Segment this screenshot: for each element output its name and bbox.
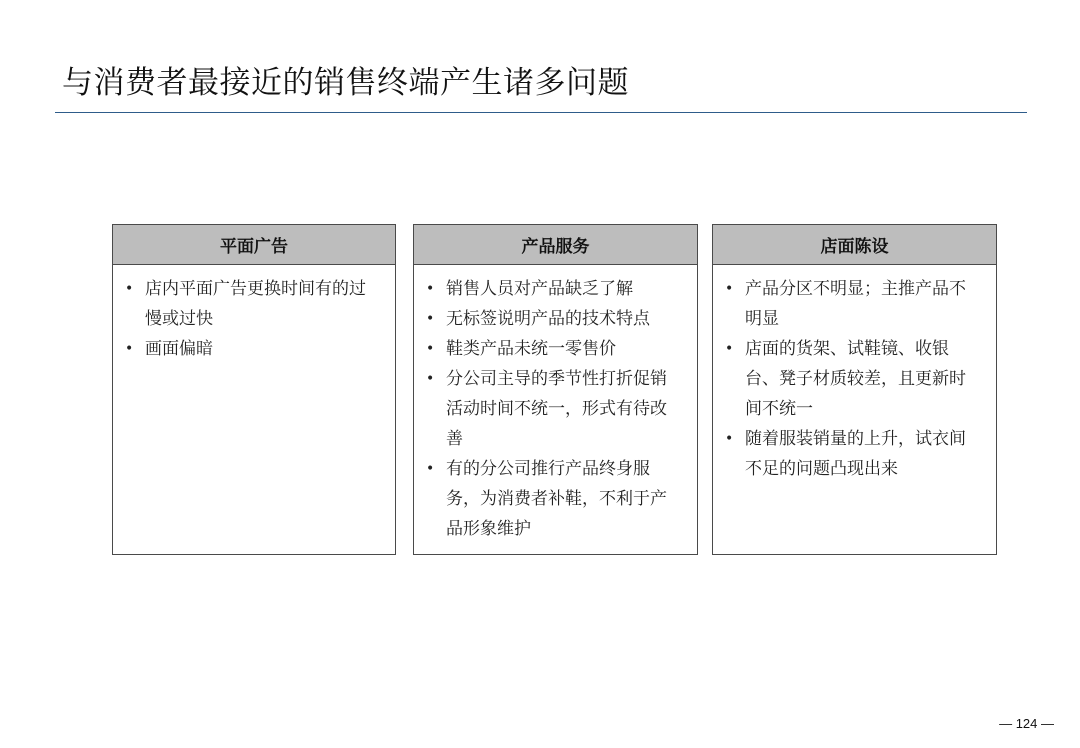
column-header: 产品服务 [414, 225, 697, 265]
list-item-text: 销售人员对产品缺乏了解 [446, 279, 633, 299]
list-item [424, 364, 683, 454]
list-item-text: 有的分公司推行产品终身服务，为消费者补鞋，不利于产品形象维护 [446, 459, 667, 539]
list-item-text: 鞋类产品未统一零售价 [446, 339, 616, 359]
column-print-ads [112, 224, 396, 555]
bullet-icon: • [426, 311, 435, 327]
column-store-display [712, 224, 997, 555]
list-item [123, 274, 381, 334]
list-item [424, 334, 683, 364]
bullet-icon: • [125, 281, 134, 297]
list-item-text: 产品分区不明显；主推产品不明显 [745, 279, 966, 329]
list-item-text: 店面的货架、试鞋镜、收银台、凳子材质较差，且更新时间不统一 [745, 339, 966, 419]
bullet-icon: • [426, 461, 435, 477]
bullet-icon: • [125, 341, 134, 357]
list-item [424, 454, 683, 544]
list-item-text: 随着服装销量的上升，试衣间不足的问题凸现出来 [745, 429, 966, 479]
list-item-text: 分公司主导的季节性打折促销活动时间不统一，形式有待改善 [446, 369, 667, 449]
page-number: — 124 — [999, 716, 1054, 731]
title-divider [55, 112, 1027, 113]
list-item [424, 274, 683, 304]
list-item [424, 304, 683, 334]
page-title: 与消费者最接近的销售终端产生诸多问题 [62, 65, 629, 101]
bullet-icon: • [725, 431, 734, 447]
bullet-icon: • [725, 281, 734, 297]
list-item [123, 334, 381, 364]
list-item [723, 334, 982, 424]
list-item-text: 店内平面广告更换时间有的过慢或过快 [145, 279, 366, 329]
column-product-service [413, 224, 698, 555]
list-item [723, 274, 982, 334]
column-list [414, 265, 697, 544]
column-list [713, 265, 996, 484]
column-header: 平面广告 [113, 225, 395, 265]
bullet-icon: • [426, 281, 435, 297]
bullet-icon: • [725, 341, 734, 357]
list-item-text: 无标签说明产品的技术特点 [446, 309, 650, 329]
bullet-icon: • [426, 371, 435, 387]
column-list [113, 265, 395, 364]
list-item-text: 画面偏暗 [145, 339, 213, 359]
list-item [723, 424, 982, 484]
column-header: 店面陈设 [713, 225, 996, 265]
bullet-icon: • [426, 341, 435, 357]
